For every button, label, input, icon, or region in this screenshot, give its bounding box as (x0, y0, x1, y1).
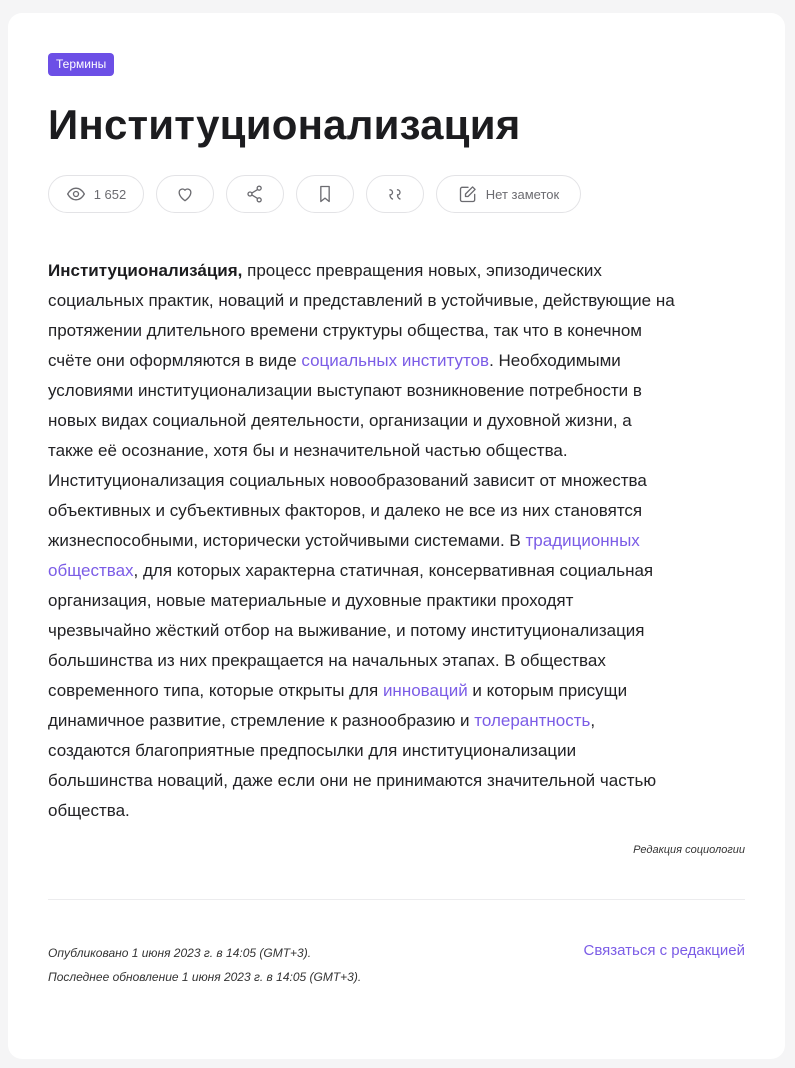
category-tag[interactable]: Термины (48, 53, 114, 76)
body-text-segment: также её осознание, хотя бы и незначительной частью общества. (48, 441, 568, 460)
inline-link[interactable]: инноваций (382, 681, 468, 700)
body-text-segment: новых видах социальной деятельности, организации и духовной жизни, а (48, 411, 632, 430)
body-text-segment: динамичное развитие, стремление к разнообразию и (48, 711, 475, 730)
body-text-segment: . Необходимыми (489, 351, 621, 370)
body-text-segment: общества. (48, 801, 130, 820)
body-line (48, 316, 753, 346)
eye-icon (66, 184, 86, 204)
body-text-segment: условиями институционализации выступают возникновение потребности в (48, 381, 642, 400)
body-text-segment: жизнеспособными, исторически устойчивыми системами. В (48, 531, 526, 550)
body-line (48, 646, 753, 676)
views-counter (48, 175, 144, 213)
body-line (48, 796, 753, 826)
body-line (48, 406, 753, 436)
body-text-segment: большинства новаций, даже если они не принимаются значительной частью (48, 771, 657, 790)
body-text-segment: социальных практик, новаций и представлений в устойчивые, действующие на (48, 291, 675, 310)
body-line (48, 526, 753, 556)
publication-info (48, 941, 361, 989)
body-line (48, 376, 753, 406)
article-body (48, 256, 753, 826)
body-text-segment: , (590, 711, 596, 730)
share-icon (245, 184, 265, 204)
bookmark-button[interactable] (296, 175, 354, 213)
body-line (48, 586, 753, 616)
bookmark-icon (315, 184, 335, 204)
body-text-segment: чрезвычайно жёсткий отбор на выживание, и потому институционализация (48, 621, 645, 640)
body-line (48, 466, 753, 496)
quote-icon (385, 184, 405, 204)
page-title: Институционализация (48, 101, 521, 148)
body-text-segment: , для которых характерна статичная, консервативная социальная (133, 561, 654, 580)
published-date: Опубликовано 1 июня 2023 г. в 14:05 (GMT+3). (48, 946, 312, 960)
body-line (48, 346, 753, 376)
body-text-segment: объективных и субъективных факторов, и далеко не все из них становятся (48, 501, 643, 520)
body-text-segment: большинства из них прекращается на начальных этапах. В обществах (48, 651, 606, 670)
body-line (48, 766, 753, 796)
body-text-segment: счёте они оформляются в виде (48, 351, 302, 370)
article-card (8, 13, 785, 1059)
body-line (48, 496, 753, 526)
body-line (48, 676, 753, 706)
inline-link[interactable]: толерантность (474, 711, 591, 730)
body-line (48, 706, 753, 736)
notes-button[interactable] (436, 175, 581, 213)
body-text-segment: создаются благоприятные предпосылки для институционализации (48, 741, 577, 760)
inline-link[interactable]: обществах (48, 561, 134, 580)
divider (48, 899, 745, 900)
term-heading: Институционализа́ция, (48, 261, 243, 280)
author-signature: Редакция социологии (633, 844, 745, 856)
like-button[interactable] (156, 175, 214, 213)
views-count: 1 652 (93, 186, 127, 202)
body-text-segment: протяжении длительного времени структуры общества, так что в конечном (48, 321, 642, 340)
body-line (48, 556, 753, 586)
body-text-segment: процесс превращения новых, эпизодических (242, 261, 602, 280)
body-line (48, 256, 753, 286)
body-text-segment: Институционализация социальных новообразований зависит от множества (48, 471, 647, 490)
inline-link[interactable]: социальных институтов (301, 351, 490, 370)
body-line (48, 286, 753, 316)
body-text-segment: современного типа, которые открыты для (48, 681, 383, 700)
contact-editors-link[interactable]: Связаться с редакцией (583, 942, 745, 959)
notes-label: Нет заметок (485, 186, 560, 202)
body-line (48, 436, 753, 466)
body-text-segment: организация, новые материальные и духовные практики проходят (48, 591, 574, 610)
heart-icon (175, 184, 195, 204)
body-line (48, 616, 753, 646)
body-line (48, 736, 753, 766)
share-button[interactable] (226, 175, 284, 213)
quote-button[interactable] (366, 175, 424, 213)
edit-note-icon (458, 184, 478, 204)
body-text-segment: и которым присущи (467, 681, 628, 700)
updated-date: Последнее обновление 1 июня 2023 г. в 14:05 (GMT+3). (48, 970, 362, 984)
inline-link[interactable]: традиционных (525, 531, 640, 550)
